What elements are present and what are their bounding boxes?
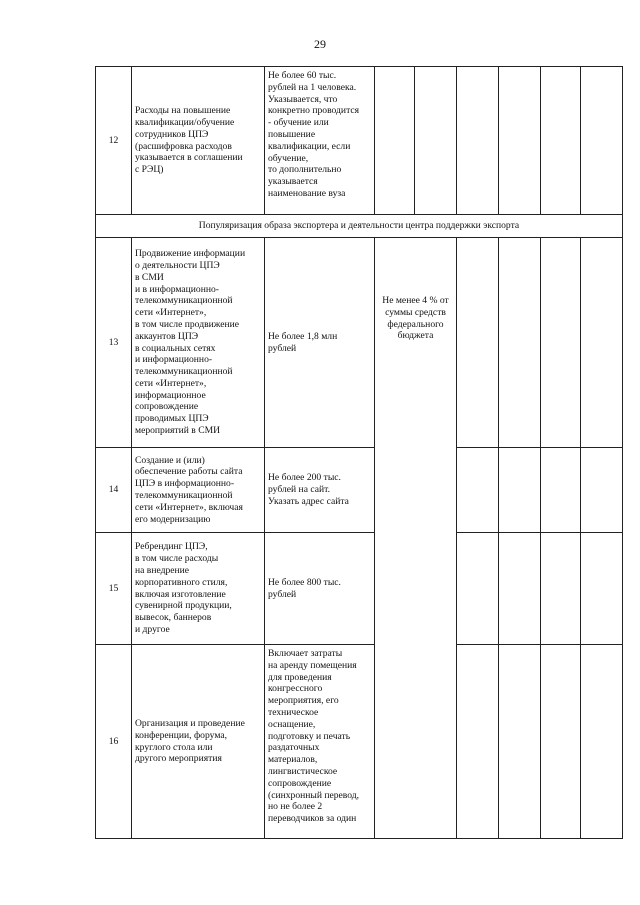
expense-name-cell: Ребрендинг ЦПЭ, в том числе расходы на внедрение корпоративного стиля, включая изготовление сувенирной продукции, вывесок, баннеров и другое <box>132 533 265 645</box>
empty-cell <box>581 67 623 215</box>
section-header: Популяризация образа экспортера и деятельности центра поддержки экспорта <box>96 215 623 238</box>
section-header-row <box>96 215 623 238</box>
table-row-15 <box>96 533 623 645</box>
expense-limit-cell: Не более 800 тыс. рублей <box>265 533 375 645</box>
empty-cell <box>499 533 541 645</box>
row-number: 15 <box>96 533 132 645</box>
empty-cell <box>581 533 623 645</box>
empty-cell <box>581 448 623 533</box>
table-row-14 <box>96 448 623 533</box>
empty-cell <box>499 238 541 448</box>
row-number: 14 <box>96 448 132 533</box>
row-number: 16 <box>96 645 132 839</box>
empty-cell <box>541 238 581 448</box>
empty-cell <box>541 533 581 645</box>
expense-limit-cell: Не более 1,8 млн рублей <box>265 238 375 448</box>
expense-limit-cell: Не более 60 тыс. рублей на 1 человека. Указывается, что конкретно проводится - обучение или повышение квалификации, если обучение, то дополнительно указывается наименование вуза <box>265 67 375 215</box>
table-row-13 <box>96 238 623 448</box>
empty-cell <box>499 67 541 215</box>
empty-cell <box>499 645 541 839</box>
empty-cell <box>541 448 581 533</box>
row-number: 13 <box>96 238 132 448</box>
expense-name-cell: Продвижение информации о деятельности ЦПЭ в СМИ и в информационно- телекоммуникационной сети «Интернет», в том числе продвижение аккаунтов ЦПЭ в социальных сетях и информационно- телекоммуникационной сети «Интернет», информационное сопровождение проводимых ЦПЭ мероприятий в СМИ <box>132 238 265 448</box>
expense-table-wrapper <box>95 66 623 839</box>
empty-cell <box>499 448 541 533</box>
table-row-12 <box>96 67 623 215</box>
row-number: 12 <box>96 67 132 215</box>
empty-cell <box>415 67 457 215</box>
empty-cell <box>541 67 581 215</box>
empty-cell <box>457 238 499 448</box>
budget-share-cell: Не менее 4 % от суммы средств федерального бюджета <box>375 238 457 839</box>
expense-name-cell: Организация и проведение конференции, форума, круглого стола или другого мероприятия <box>132 645 265 839</box>
table-row-16 <box>96 645 623 839</box>
empty-cell <box>581 645 623 839</box>
empty-cell <box>581 238 623 448</box>
page-number: 29 <box>314 37 326 51</box>
empty-cell <box>457 533 499 645</box>
expense-limit-cell: Включает затраты на аренду помещения для проведения конгрессного мероприятия, его техническое оснащение, подготовку и печать раздаточных материалов, лингвистическое сопровождение (синхронный перевод, но не более 2 переводчиков за один <box>265 645 375 839</box>
empty-cell <box>457 448 499 533</box>
expense-name-cell: Расходы на повышение квалификации/обучение сотрудников ЦПЭ (расшифровка расходов указывается в соглашении с РЭЦ) <box>132 67 265 215</box>
empty-cell <box>457 645 499 839</box>
empty-cell <box>375 67 415 215</box>
empty-cell <box>457 67 499 215</box>
expense-table <box>95 66 623 839</box>
empty-cell <box>541 645 581 839</box>
expense-name-cell: Создание и (или) обеспечение работы сайта ЦПЭ в информационно- телекоммуникационной сети «Интернет», включая его модернизацию <box>132 448 265 533</box>
expense-limit-cell: Не более 200 тыс. рублей на сайт. Указать адрес сайта <box>265 448 375 533</box>
